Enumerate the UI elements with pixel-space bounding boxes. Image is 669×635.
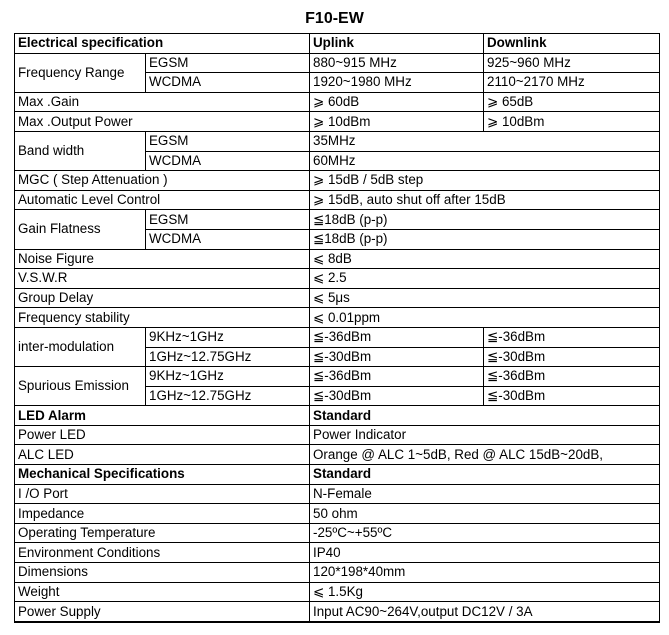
table-row	[15, 523, 660, 543]
table-row	[15, 543, 660, 563]
row-sublabel: EGSM	[146, 53, 310, 73]
electrical-spec-header: Electrical specification	[15, 34, 310, 54]
downlink-cell: ⩾ 65dB	[484, 92, 660, 112]
table-row	[15, 602, 660, 622]
uplink-cell: 1920~1980 MHz	[310, 73, 484, 93]
uplink-cell: ≦-36dBm	[310, 367, 484, 387]
row-sublabel: WCDMA	[146, 73, 310, 93]
table-row	[15, 327, 660, 347]
downlink-cell: 2110~2170 MHz	[484, 73, 660, 93]
table-row	[15, 53, 660, 73]
value-cell: ⩽ 5μs	[310, 288, 660, 308]
row-label: Group Delay	[15, 288, 310, 308]
row-label: Weight	[15, 582, 310, 602]
value-cell: ⩾ 15dB, auto shut off after 15dB	[310, 190, 660, 210]
row-label: Power LED	[15, 425, 310, 445]
downlink-cell: ≦-30dBm	[484, 386, 660, 406]
downlink-cell: 925~960 MHz	[484, 53, 660, 73]
led-alarm-header: LED Alarm	[15, 406, 310, 426]
value-cell: Power Indicator	[310, 425, 660, 445]
row-label: Frequency stability	[15, 308, 310, 328]
table-row	[15, 171, 660, 191]
row-label: V.S.W.R	[15, 269, 310, 289]
table-row	[15, 249, 660, 269]
value-cell: ⩽ 8dB	[310, 249, 660, 269]
value-cell: IP40	[310, 543, 660, 563]
table-row	[15, 582, 660, 602]
document-title: F10-EW	[305, 10, 364, 27]
uplink-header: Uplink	[310, 34, 484, 54]
value-cell: 120*198*40mm	[310, 563, 660, 583]
table-row	[15, 288, 660, 308]
table-row	[15, 504, 660, 524]
table-row	[15, 34, 660, 54]
table-row	[15, 484, 660, 504]
value-cell: Orange @ ALC 1~5dB, Red @ ALC 15dB~20dB,	[310, 445, 660, 465]
row-sublabel: EGSM	[146, 210, 310, 230]
uplink-cell: ⩾ 60dB	[310, 92, 484, 112]
row-label: Dimensions	[15, 563, 310, 583]
table-row	[15, 269, 660, 289]
table-row	[15, 406, 660, 426]
row-label: I /O Port	[15, 484, 310, 504]
row-label: Band width	[15, 131, 146, 170]
table-row	[15, 210, 660, 230]
row-label: Operating Temperature	[15, 523, 310, 543]
table-row	[15, 190, 660, 210]
row-sublabel: WCDMA	[146, 151, 310, 171]
value-cell: ⩽ 1.5Kg	[310, 582, 660, 602]
uplink-cell: ≦-36dBm	[310, 327, 484, 347]
downlink-cell: ≦-30dBm	[484, 347, 660, 367]
value-cell: ≦18dB (p-p)	[310, 210, 660, 230]
table-row	[15, 425, 660, 445]
row-label: Spurious Emission	[15, 367, 146, 406]
table-row	[15, 367, 660, 387]
row-label: inter-modulation	[15, 327, 146, 366]
value-cell: Input AC90~264V,output DC12V / 3A	[310, 602, 660, 622]
table-row	[15, 131, 660, 151]
value-cell: N-Female	[310, 484, 660, 504]
row-sublabel: 9KHz~1GHz	[146, 367, 310, 387]
value-cell: -25ºC~+55ºC	[310, 523, 660, 543]
row-label: Max .Gain	[15, 92, 310, 112]
row-sublabel: EGSM	[146, 131, 310, 151]
table-row	[15, 465, 660, 485]
table-row	[15, 308, 660, 328]
table-row	[15, 563, 660, 583]
value-cell: ⩽ 0.01ppm	[310, 308, 660, 328]
row-label: Gain Flatness	[15, 210, 146, 249]
standard-header: Standard	[310, 406, 660, 426]
row-label: Environment Conditions	[15, 543, 310, 563]
row-label: ALC LED	[15, 445, 310, 465]
row-label: Automatic Level Control	[15, 190, 310, 210]
value-cell: 35MHz	[310, 131, 660, 151]
uplink-cell: ⩾ 10dBm	[310, 112, 484, 132]
row-sublabel: 1GHz~12.75GHz	[146, 347, 310, 367]
row-label: Max .Output Power	[15, 112, 310, 132]
downlink-cell: ⩾ 10dBm	[484, 112, 660, 132]
row-label: Noise Figure	[15, 249, 310, 269]
mechanical-spec-header: Mechanical Specifications	[15, 465, 310, 485]
uplink-cell: 880~915 MHz	[310, 53, 484, 73]
downlink-cell: ≦-36dBm	[484, 367, 660, 387]
row-label: Frequency Range	[15, 53, 146, 92]
value-cell: ≦18dB (p-p)	[310, 229, 660, 249]
row-sublabel: 1GHz~12.75GHz	[146, 386, 310, 406]
table-row	[15, 445, 660, 465]
row-label: Power Supply	[15, 602, 310, 622]
table-row	[15, 112, 660, 132]
standard-header: Standard	[310, 465, 660, 485]
value-cell: ⩾ 15dB / 5dB step	[310, 171, 660, 191]
row-label: MGC ( Step Attenuation )	[15, 171, 310, 191]
downlink-header: Downlink	[484, 34, 660, 54]
uplink-cell: ≦-30dBm	[310, 386, 484, 406]
uplink-cell: ≦-30dBm	[310, 347, 484, 367]
spec-table	[14, 33, 660, 623]
row-sublabel: WCDMA	[146, 229, 310, 249]
downlink-cell: ≦-36dBm	[484, 327, 660, 347]
row-label: Impedance	[15, 504, 310, 524]
row-sublabel: 9KHz~1GHz	[146, 327, 310, 347]
value-cell: 60MHz	[310, 151, 660, 171]
value-cell: 50 ohm	[310, 504, 660, 524]
value-cell: ⩽ 2.5	[310, 269, 660, 289]
table-row	[15, 92, 660, 112]
